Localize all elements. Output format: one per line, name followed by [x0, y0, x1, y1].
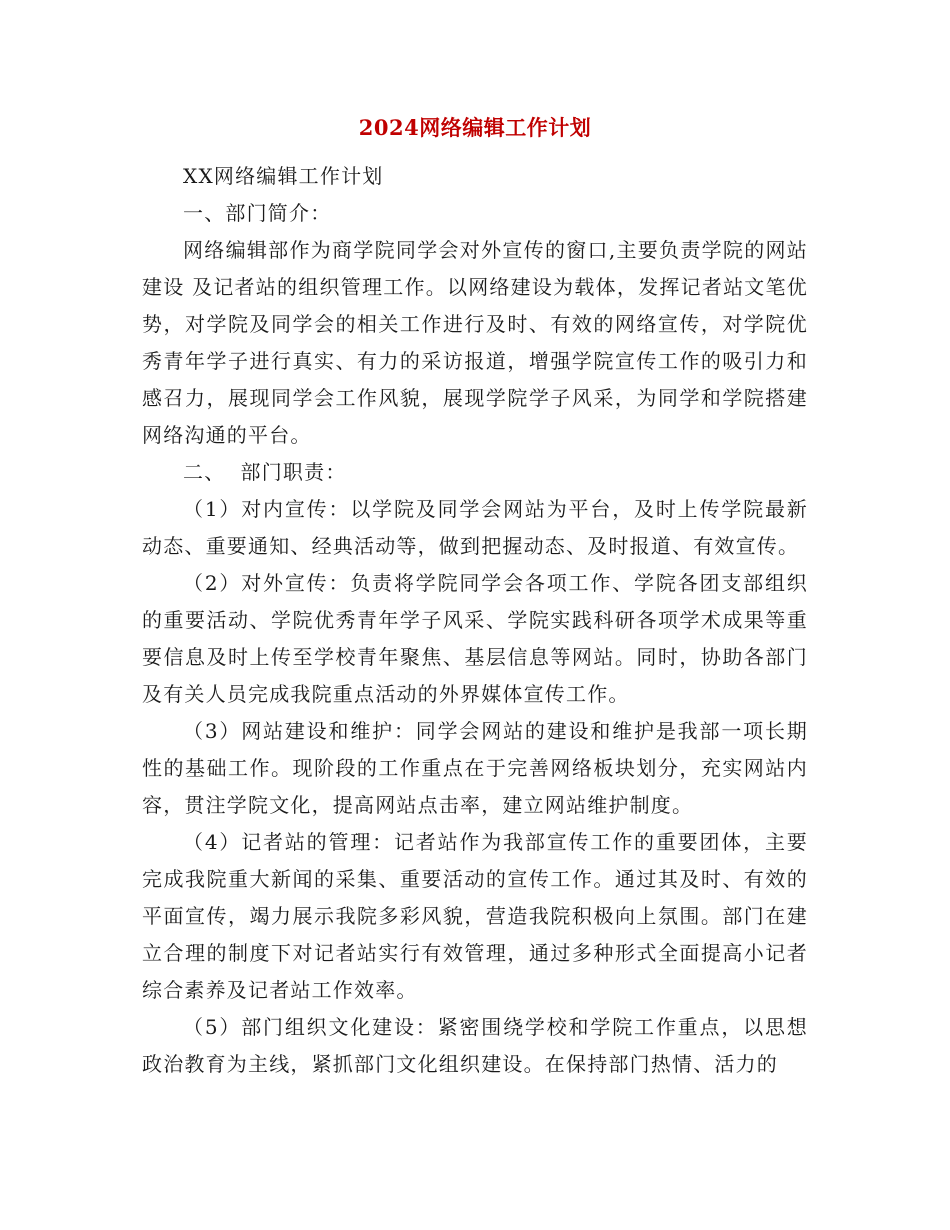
section-heading-duties: 二、 部门职责： — [183, 460, 347, 484]
paragraph-duty-5: （5）部门组织文化建设：紧密围绕学校和学院工作重点，以思想政治教育为主线，紧抓部门文化组织建设。在保持部门热情、活力的 — [142, 1015, 808, 1076]
paragraph-duty-1: （1）对内宣传：以学院及同学会网站为平台，及时上传学院最新动态、重要通知、经典活动等，做到把握动态、及时报道、有效宣传。 — [142, 497, 808, 558]
paragraph-duty-2: （2）对外宣传：负责将学院同学会各项工作、学院各团支部组织的重要活动、学院优秀青年学子风采、学院实践科研各项学术成果等重要信息及时上传至学校青年聚焦、基层信息等网站。同时，协助各部门及有关人员完成我院重点活动的外界媒体宣传工作。 — [142, 571, 808, 706]
doc-heading-line: XX网络编辑工作计划 — [183, 164, 384, 188]
section-heading-intro: 一、部门简介： — [183, 201, 332, 225]
document-title: 2024网络编辑工作计划 — [358, 115, 592, 140]
document-body — [142, 158, 808, 1083]
paragraph-duty-3: （3）网站建设和维护：同学会网站的建设和维护是我部一项长期性的基础工作。现阶段的工作重点在于完善网络板块划分，充实网站内容，贯注学院文化，提高网站点击率，建立网站维护制度。 — [142, 719, 808, 817]
paragraph-duty-4: （4）记者站的管理：记者站作为我部宣传工作的重要团体，主要完成我院重大新闻的采集、重要活动的宣传工作。通过其及时、有效的平面宣传，竭力展示我院多彩风貌，营造我院积极向上氛围。部门在建立合理的制度下对记者站实行有效管理，通过多种形式全面提高小记者综合素养及记者站工作效率。 — [142, 830, 808, 1002]
paragraph-intro: 网络编辑部作为商学院同学会对外宣传的窗口,主要负责学院的网站建设 及记者站的组织管理工作。以网络建设为载体，发挥记者站文笔优势，对学院及同学会的相关工作进行及时、有效的网络宣传，对学院优秀青年学子进行真实、有力的采访报道，增强学院宣传工作的吸引力和感召力，展现同学会工作风貌，展现学院学子风采，为同学和学院搭建网络沟通的平台。 — [142, 238, 808, 447]
